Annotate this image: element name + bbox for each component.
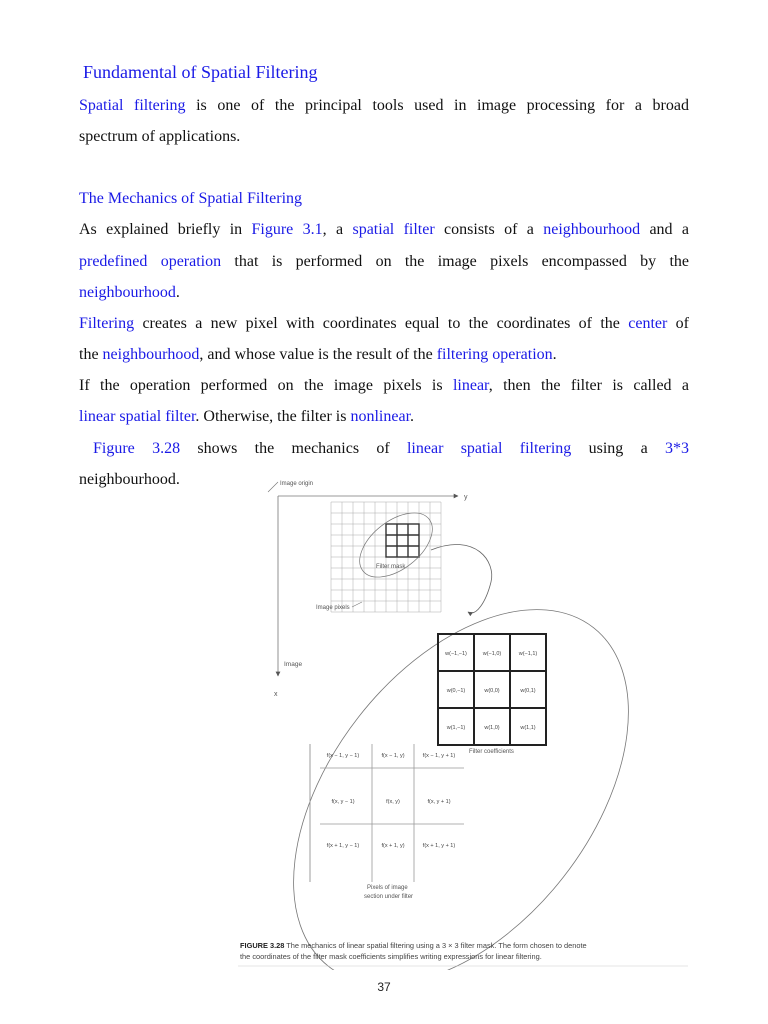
pixel-cell: f(x, y + 1) <box>427 799 451 805</box>
text-run: is one of the principal tools used in image processing for a broad <box>185 97 689 114</box>
text-run: As explained briefly in <box>79 221 252 238</box>
term-neighbourhood: neighbourhood <box>102 346 200 363</box>
section-heading: Fundamental of Spatial Filtering <box>83 62 318 82</box>
term-linear-spatial-filtering: linear spatial filtering <box>406 440 572 457</box>
caption-label: FIGURE 3.28 <box>240 941 285 950</box>
pixels-caption-line-2: section under filter <box>364 894 414 900</box>
pixels-caption-line-1: Pixels of image <box>367 885 408 891</box>
pixel-cell: f(x − 1, y − 1) <box>326 753 360 759</box>
p4-line-1 <box>93 439 689 459</box>
text-run: shows the mechanics of <box>180 440 407 457</box>
text-run: , a <box>322 221 353 238</box>
image-pixels-pointer <box>352 602 362 607</box>
text-run: . <box>552 346 557 363</box>
text-run: . <box>175 284 180 301</box>
zoom-ellipse <box>236 548 696 970</box>
text-run: , then the filter is called a <box>488 377 689 394</box>
pixel-cell: f(x, y) <box>386 799 400 805</box>
term-neighbourhood: neighbourhood <box>543 221 641 238</box>
intro-line-1 <box>79 96 689 116</box>
figure-ref-3-1: Figure 3.1 <box>251 221 323 238</box>
pixel-cell: f(x + 1, y − 1) <box>326 843 360 849</box>
coef-cell: w(−1,0) <box>482 651 502 657</box>
text-run: consists of a <box>434 221 544 238</box>
coef-cell: w(0,1) <box>520 688 536 694</box>
text-run: using a <box>571 440 665 457</box>
term-spatial-filter: spatial filter <box>352 221 435 238</box>
text-run: . Otherwise, the filter is <box>195 408 351 425</box>
figure-caption-line-1 <box>240 941 587 950</box>
filter-mask-ellipse <box>348 500 444 590</box>
p3-line-2 <box>79 407 414 427</box>
p2-line-1 <box>79 314 689 334</box>
text-run: If the operation performed on the image pixels is <box>79 377 453 394</box>
term-filtering: Filtering <box>79 315 135 332</box>
term-filtering-operation: filtering operation <box>436 346 553 363</box>
origin-pointer <box>268 482 278 492</box>
term-predefined-operation: predefined operation <box>79 253 222 270</box>
subheading: The Mechanics of Spatial Filtering <box>79 190 303 207</box>
filter-coefficients-label: Filter coefficients <box>469 749 514 755</box>
pixel-cell: f(x + 1, y + 1) <box>422 843 456 849</box>
term-neighbourhood: neighbourhood <box>79 284 176 301</box>
figure-3-28 <box>236 472 696 970</box>
pixel-cell: f(x, y − 1) <box>331 799 355 805</box>
axis-y-label: y <box>464 494 468 501</box>
figure-caption-line-2: the coordinates of the filter mask coefficients simplifies writing expressions for linear filtering. <box>240 952 542 961</box>
p4-line-2: neighbourhood. <box>79 471 180 488</box>
image-section-grid <box>310 744 464 882</box>
text-run: of <box>667 315 690 332</box>
coef-cell: w(1,1) <box>520 725 536 731</box>
coef-cell: w(0,−1) <box>446 688 466 694</box>
p1-line-2 <box>79 252 689 272</box>
text-run: creates a new pixel with coordinates equal to the coordinates of the <box>134 315 629 332</box>
p2-line-2 <box>79 345 557 365</box>
p1-line-3 <box>79 283 180 303</box>
coef-cell: w(1,0) <box>484 725 500 731</box>
coef-cell: w(1,−1) <box>446 725 466 731</box>
term-nonlinear: nonlinear <box>350 408 411 425</box>
image-origin-label: Image origin <box>280 481 314 487</box>
text-run: that is performed on the image pixels encompassed by the <box>221 253 690 270</box>
term-center: center <box>628 315 668 332</box>
filter-mask-highlight <box>386 524 419 557</box>
page-number: 37 <box>377 980 391 994</box>
text-run: . <box>410 408 415 425</box>
term-spatial-filtering: Spatial filtering <box>79 97 186 114</box>
pixel-cell: f(x − 1, y) <box>381 753 405 759</box>
coef-cell: w(−1,1) <box>518 651 538 657</box>
term-3x3: 3*3 <box>665 440 689 457</box>
pixel-cell: f(x + 1, y) <box>381 843 405 849</box>
p1-line-1 <box>79 220 689 240</box>
term-linear: linear <box>452 377 489 394</box>
p3-line-1 <box>79 376 689 396</box>
filter-mask-label: Filter mask <box>376 564 406 570</box>
image-label: Image <box>284 661 303 668</box>
image-pixels-label: Image pixels <box>316 605 350 611</box>
filter-coefficients-grid <box>438 634 546 745</box>
pixel-cell: f(x − 1, y + 1) <box>422 753 456 759</box>
text-run: and a <box>640 221 690 238</box>
text-run: the <box>79 346 103 363</box>
intro-line-2: spectrum of applications. <box>79 128 241 145</box>
coef-cell: w(0,0) <box>484 688 500 694</box>
coef-cell: w(−1,−1) <box>445 651 467 657</box>
figure-ref-3-28: Figure 3.28 <box>93 440 181 457</box>
term-linear-spatial-filter: linear spatial filter <box>79 408 196 425</box>
axis-x-label: x <box>274 691 278 698</box>
caption-text-1: The mechanics of linear spatial filtering using a 3 × 3 filter mask. The form chosen to denote <box>284 941 587 950</box>
text-run: , and whose value is the result of the <box>199 346 437 363</box>
zoom-arrow <box>431 544 492 612</box>
